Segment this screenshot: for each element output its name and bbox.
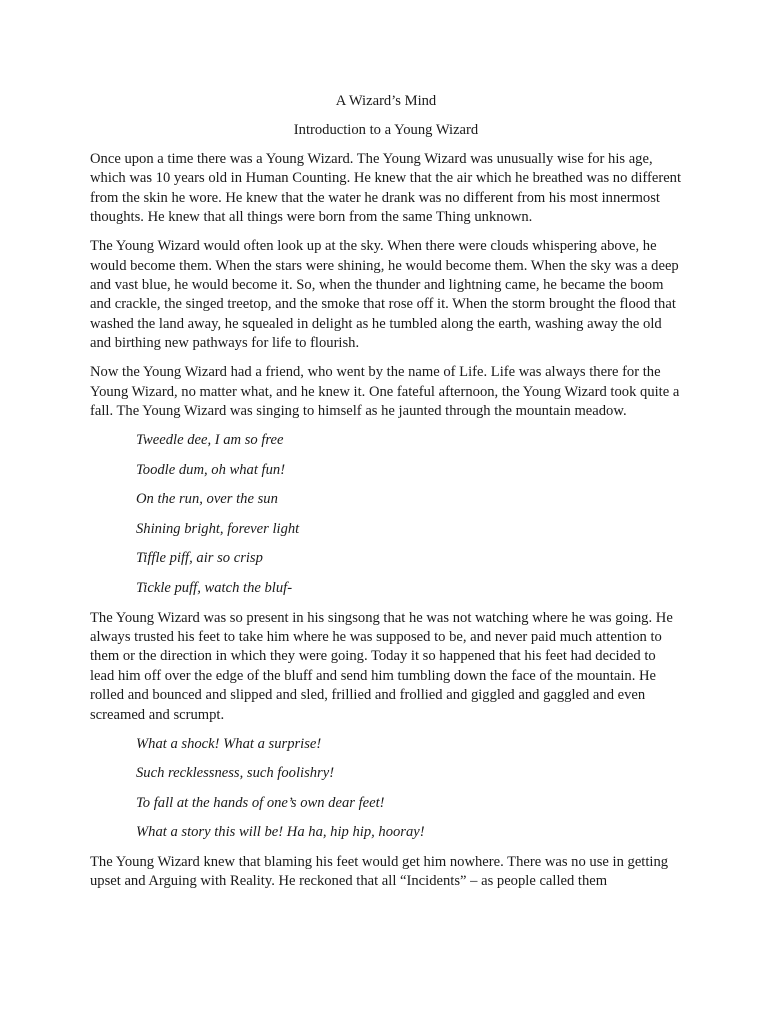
song-line: On the run, over the sun: [136, 491, 278, 508]
song-line: Such recklessness, such foolishry!: [136, 765, 335, 782]
document-page: [90, 92, 682, 901]
song-line: Shining bright, forever light: [136, 520, 300, 537]
document-title: A Wizard’s Mind: [335, 93, 437, 109]
paragraph: The Young Wizard would often look up at the sky. When there were clouds whispering above, he would become them. When the stars were shining, he would become them. When the sky was a deep and vast blue, he would become it. So, when the thunder and lightning came, he became the boom and crackle, the singed treetop, and the smoke that rose off it. When the storm brought the flood that washed the land away, he squealed in delight as he tumbled along the earth, washing away the old and birthing new pathways for life to flourish.: [90, 238, 679, 352]
song-line: What a shock! What a surprise!: [136, 735, 322, 752]
paragraph: The Young Wizard knew that blaming his feet would get him nowhere. There was no use in getting upset and Arguing with Reality. He reckoned that all “Incidents” – as people called them: [90, 854, 669, 890]
paragraph: Now the Young Wizard had a friend, who went by the name of Life. Life was always there for the Young Wizard, no matter what, and he knew it. One fateful afternoon, the Young Wizard took quite a fall. The Young Wizard was singing to himself as he jaunted through the mountain meadow.: [90, 364, 680, 420]
song-line: Toodle dum, oh what fun!: [136, 461, 286, 478]
song-line: Tiffle piff, air so crisp: [136, 550, 263, 567]
document-subtitle: Introduction to a Young Wizard: [293, 122, 479, 138]
song-line: Tickle puff, watch the bluf-: [136, 580, 293, 597]
song-verse-block: [90, 431, 682, 598]
song-line: What a story this will be! Ha ha, hip hip, hooray!: [136, 824, 425, 841]
paragraph: The Young Wizard was so present in his singsong that he was not watching where he was going. He always trusted his feet to take him where he was supposed to be, and never paid much attention to them or the direction in which they were going. Today it so happened that his feet had decided to lead him off over the edge of the bluff and send him tumbling down the face of the mountain. He rolled and bounced and slipped and sled, frillied and frollied and giggled and gaggled and even screamed and scrumpt.: [90, 609, 673, 723]
song-verse-block: [90, 735, 682, 843]
song-line: Tweedle dee, I am so free: [136, 432, 284, 449]
paragraph: Once upon a time there was a Young Wizard. The Young Wizard was unusually wise for his age, which was 10 years old in Human Counting. He knew that the air which he breathed was no different from the skin he wore. He knew that the water he drank was no different from his most innermost thoughts. He knew that all things were born from the same Thing unknown.: [90, 151, 682, 226]
song-line: To fall at the hands of one’s own dear feet!: [136, 794, 385, 811]
